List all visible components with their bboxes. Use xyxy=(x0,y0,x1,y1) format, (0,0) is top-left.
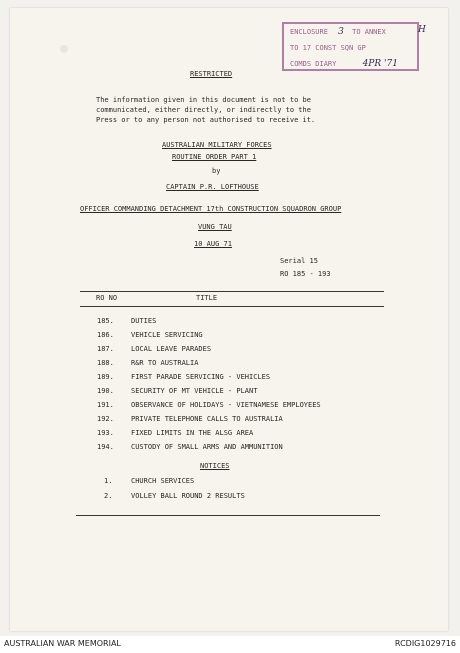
list-item-title: R&R TO AUSTRALIA xyxy=(131,359,199,367)
officer-name: CAPTAIN P.R. LOFTHOUSE xyxy=(166,183,259,191)
appointment: OFFICER COMMANDING DETACHMENT 17th CONSTRUCTION SQUADRON GROUP xyxy=(80,205,342,213)
notice-title: CHURCH SERVICES xyxy=(131,477,195,485)
list-item-number: 186. xyxy=(97,331,114,339)
list-item-title: SECURITY OF MT VEHICLE - PLANT xyxy=(131,387,258,395)
by-line: by xyxy=(212,167,221,175)
notice-number: 2. xyxy=(104,492,113,500)
document-date: 10 AUG 71 xyxy=(194,240,232,248)
archive-name: AUSTRALIAN WAR MEMORIAL xyxy=(4,639,121,648)
list-item-number: 187. xyxy=(97,345,114,353)
title-line-1: AUSTRALIAN MILITARY FORCES xyxy=(162,141,272,149)
ro-range: RO 185 - 193 xyxy=(280,270,331,278)
warning-line-2: communicated, either directly, or indirectly to the xyxy=(96,106,311,114)
archive-reference: RCDIG1029716 xyxy=(394,639,456,648)
title-line-2: ROUTINE ORDER PART 1 xyxy=(172,153,257,161)
stamp-line-3: COMDS DIARY xyxy=(290,60,337,68)
list-item-title: LOCAL LEAVE PARADES xyxy=(131,345,212,353)
notices-heading: NOTICES xyxy=(200,462,230,470)
list-item-number: 190. xyxy=(97,387,114,395)
stamp-handwritten-enclosure: 3 xyxy=(338,27,344,37)
list-item-number: 191. xyxy=(97,401,114,409)
enclosure-stamp xyxy=(282,22,426,71)
classification: RESTRICTED xyxy=(190,70,233,78)
list-item-title: FIXED LIMITS IN THE ALSG AREA xyxy=(131,429,254,437)
table-top-rule xyxy=(80,291,384,292)
notice-number: 1. xyxy=(104,477,113,485)
archive-footer xyxy=(0,636,460,653)
list-item-title: CUSTODY OF SMALL ARMS AND AMMUNITION xyxy=(131,443,283,451)
list-item-number: 189. xyxy=(97,373,114,381)
list-item-number: 188. xyxy=(97,359,114,367)
serial-number: Serial 15 xyxy=(280,257,318,265)
stamp-handwritten-annex: H xyxy=(418,25,426,35)
list-item-number: 194. xyxy=(97,443,114,451)
location: VUNG TAU xyxy=(198,223,232,231)
list-item-number: 193. xyxy=(97,429,114,437)
list-item-title: VEHICLE SERVICING xyxy=(131,331,203,339)
list-item-number: 192. xyxy=(97,415,114,423)
stamp-line-1: ENCLOSURE xyxy=(290,28,328,36)
closing-rule xyxy=(76,515,380,516)
notice-title: VOLLEY BALL ROUND 2 RESULTS xyxy=(131,492,245,500)
warning-line-3: Press or to any person not authorised to receive it. xyxy=(96,116,316,124)
list-item-title: DUTIES xyxy=(131,317,157,325)
table-header-rule xyxy=(80,306,384,307)
list-item-title: PRIVATE TELEPHONE CALLS TO AUSTRALIA xyxy=(131,415,283,423)
list-item-title: OBSERVANCE OF HOLIDAYS - VIETNAMESE EMPLOYEES xyxy=(131,401,321,409)
list-item-number: 185. xyxy=(97,317,114,325)
column-title: TITLE xyxy=(196,294,218,302)
list-item-title: FIRST PARADE SERVICING - VEHICLES xyxy=(131,373,271,381)
column-ro-no: RO NO xyxy=(96,294,118,302)
punch-hole xyxy=(60,45,68,53)
stamp-line-1-tail: TO ANNEX xyxy=(352,28,386,36)
warning-line-1: The information given in this document is not to be xyxy=(96,96,311,104)
stamp-handwritten-date: 4PR '71 xyxy=(362,59,398,69)
stamp-line-2: TO 17 CONST SQN GP xyxy=(290,44,366,52)
